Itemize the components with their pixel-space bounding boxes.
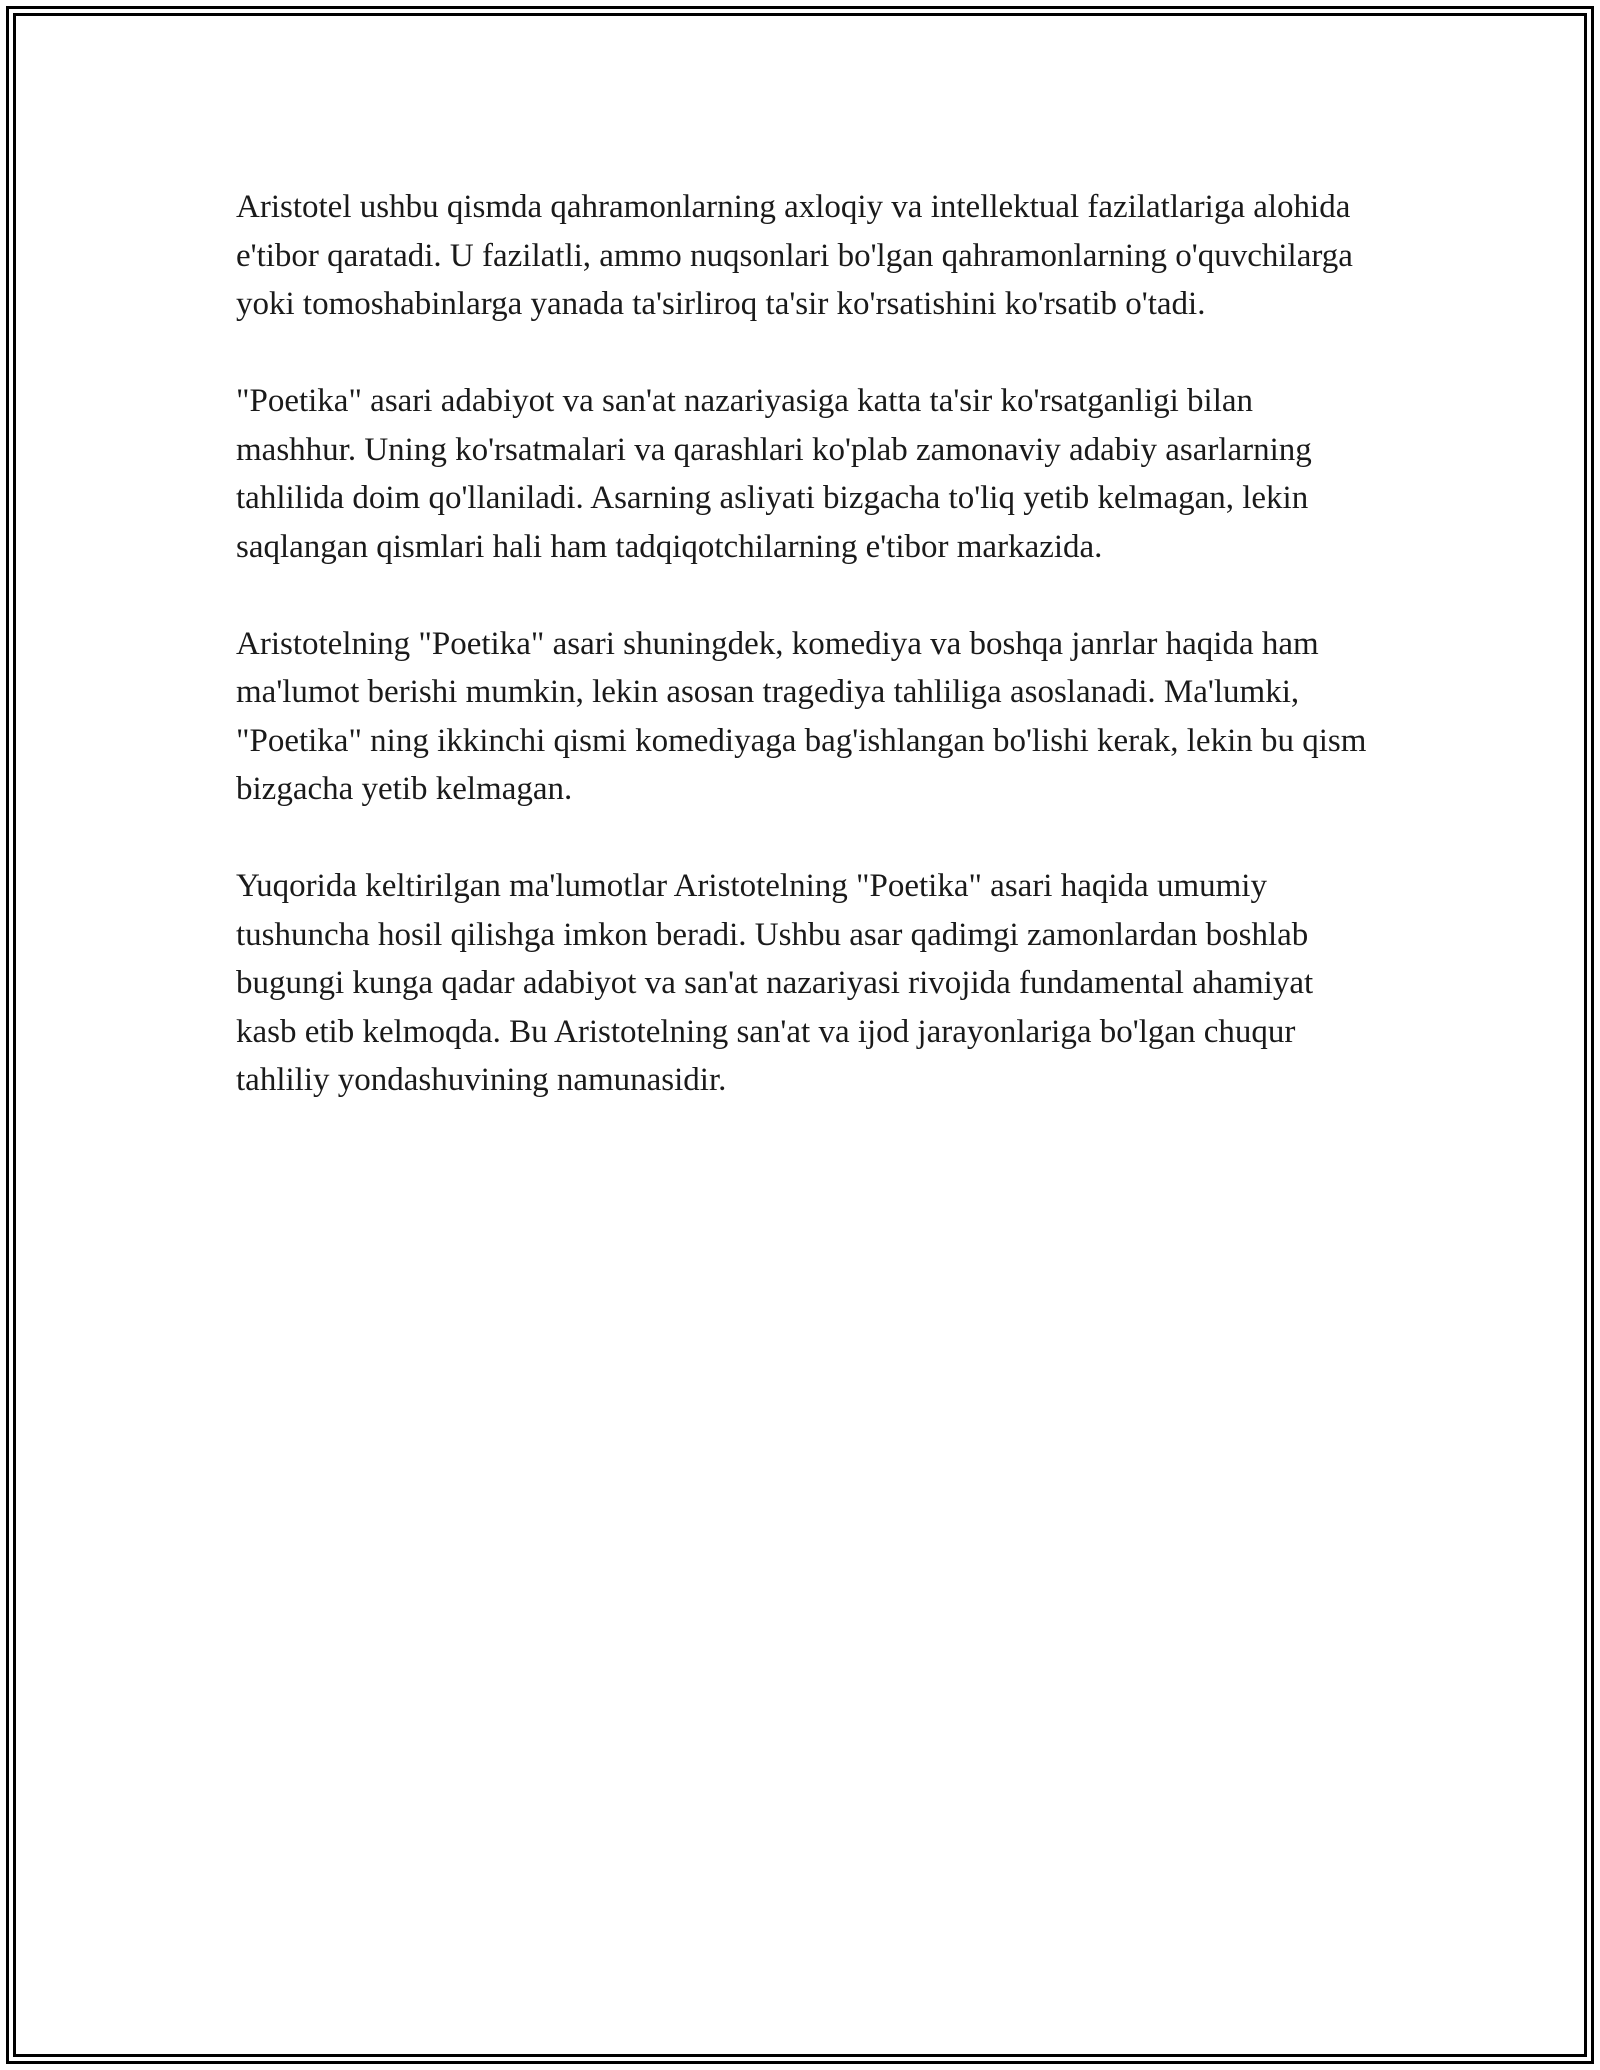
paragraph-1: Aristotel ushbu qismda qahramonlarning axloqiy va intellektual fazilatlariga alohida e'tibor qaratadi. U fazilatli, ammo nuqsonlari bo'lgan qahramonlarning o'quvchilarga yoki tomoshabinlarga yanada ta'sirliroq ta'sir ko'rsatishini ko'rsatib o'tadi.: [236, 189, 1353, 322]
paragraph-3: Aristotelning "Poetika" asari shuningdek, komediya va boshqa janrlar haqida ham ma'lumot berishi mumkin, lekin asosan tragediya tahliliga asoslanadi. Ma'lumki, "Poetika" ning ikkinchi qismi komediyaga bag'ishlangan bo'lishi kerak, lekin bu qism bizgacha yetib kelmagan.: [236, 625, 1367, 807]
paragraph-4: Yuqorida keltirilgan ma'lumotlar Aristotelning "Poetika" asari haqida umumiy tushuncha hosil qilishga imkon beradi. Ushbu asar qadimgi zamonlardan boshlab bugungi kunga qadar adabiyot va san'at nazariyasi rivojida fundamental ahamiyat kasb etib kelmoqda. Bu Aristotelning san'at va ijod jarayonlariga bo'lgan chuqur tahliliy yondashuvining namunasidir.: [236, 868, 1314, 1098]
paragraph-2: "Poetika" asari adabiyot va san'at nazariyasiga katta ta'sir ko'rsatganligi bilan mashhur. Uning ko'rsatmalari va qarashlari ko'plab zamonaviy adabiy asarlarning tahlilida doim qo'llaniladi. Asarning asliyati bizgacha to'liq yetib kelmagan, lekin saqlangan qismlari hali ham tadqiqotchilarning e'tibor markazida.: [236, 383, 1312, 565]
document-body: [236, 183, 1376, 1153]
